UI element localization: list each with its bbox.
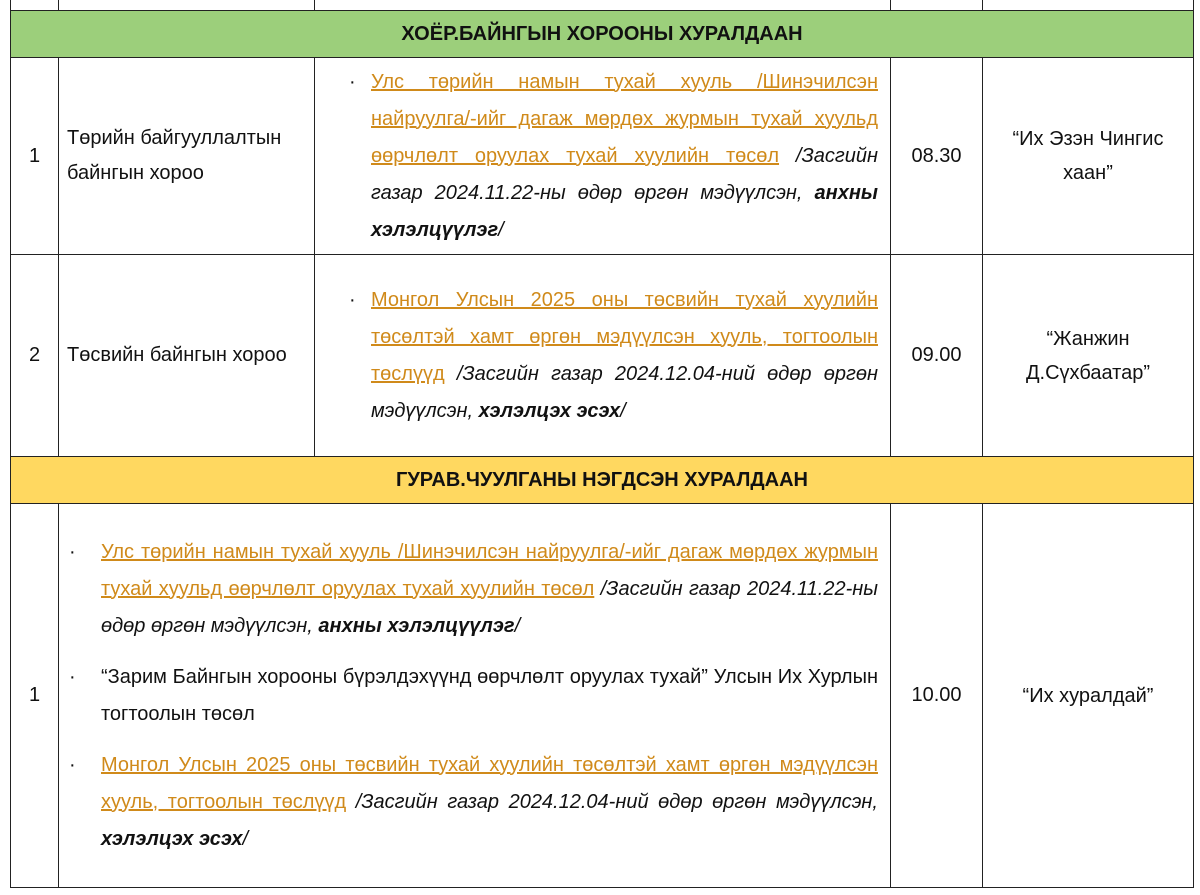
meeting-time: 09.00 [891,255,983,457]
row-number: 2 [11,255,59,457]
bill-link[interactable]: Улс төрийн намын тухай хууль /Шинэчилсэн найруулга/-ийг дагаж мөрдөх журмын тухай хуульд өөрчлөлт оруулах тухай хуулийн төсөл [101,540,878,600]
meeting-hall: “Жанжин Д.Сүхбаатар” [983,255,1194,457]
note-end: / [242,827,249,850]
meeting-time: 10.00 [891,504,983,888]
agenda-item [325,64,878,249]
bullet-icon: · [69,540,76,563]
section-header-row [11,457,1194,504]
section-title-standing-committee: ХОЁР.БАЙНГЫН ХОРООНЫ ХУРАЛДААН [11,11,1194,58]
submission-note: /Засгийн газар 2024.11.22-ны өдөр өргөн мэдүүлсэн, [101,577,878,637]
discussion-stage: анхны хэлэлцүүлэг [318,614,515,637]
meeting-time: 08.30 [891,58,983,255]
bullet-icon: · [69,665,76,688]
agenda-table [10,0,1194,888]
note-end: / [498,218,504,241]
note-end: / [514,614,521,637]
bill-link[interactable]: Улс төрийн намын тухай хууль /Шинэчилсэн найруулга/-ийг дагаж мөрдөх журмын тухай хуульд өөрчлөлт оруулах тухай хуулийн төсөл [371,70,878,167]
agenda-item [65,747,878,858]
bullet-icon: · [349,288,356,311]
agenda-item [65,659,878,733]
discussion-stage: хэлэлцэх эсэх [101,827,243,850]
agenda-item [325,282,878,430]
discussion-stage: анхны хэлэлцүүлэг [371,181,878,241]
bullet-icon: · [69,753,76,776]
table-row [11,255,1194,457]
submission-note: /Засгийн газар 2024.12.04-ний өдөр өргөн мэдүүлсэн, [346,790,878,813]
row-number: 1 [11,58,59,255]
submission-note: /Засгийн газар 2024.11.22-ны өдөр өргөн мэдүүлсэн, [371,144,878,204]
agenda-item [65,534,878,645]
bill-link[interactable]: Монгол Улсын 2025 оны төсвийн тухай хуулийн төсөлтэй хамт өргөн мэдүүлсэн хууль, тогтоолын төслүүд [101,753,878,813]
agenda-cell [315,58,891,255]
bullet-icon: · [349,70,356,93]
meeting-hall: “Их Эзэн Чингис хаан” [983,58,1194,255]
bill-link[interactable]: Монгол Улсын 2025 оны төсвийн тухай хуулийн төсөлтэй хамт өргөн мэдүүлсэн хууль, тогтоолын төслүүд [371,288,878,385]
resolution-draft-text: “Зарим Байнгын хорооны бүрэлдэхүүнд өөрчлөлт оруулах тухай” Улсын Их Хурлын тогтоолын төсөл [101,665,878,725]
section-title-plenary-session: ГУРАВ.ЧУУЛГАНЫ НЭГДСЭН ХУРАЛДААН [11,457,1194,504]
agenda-cell [59,504,891,888]
previous-row-fragment [11,0,1194,11]
note-end: / [620,399,626,422]
committee-name: Төрийн байгууллалтын байнгын хороо [59,58,315,255]
table-row [11,504,1194,888]
section-header-row [11,11,1194,58]
committee-name: Төсвийн байнгын хороо [59,255,315,457]
table-row [11,58,1194,255]
row-number: 1 [11,504,59,888]
submission-note: /Засгийн газар 2024.12.04-ний өдөр өргөн мэдүүлсэн, [371,362,878,422]
meeting-hall: “Их хуралдай” [983,504,1194,888]
discussion-stage: хэлэлцэх эсэх [478,399,621,422]
agenda-cell [315,255,891,457]
